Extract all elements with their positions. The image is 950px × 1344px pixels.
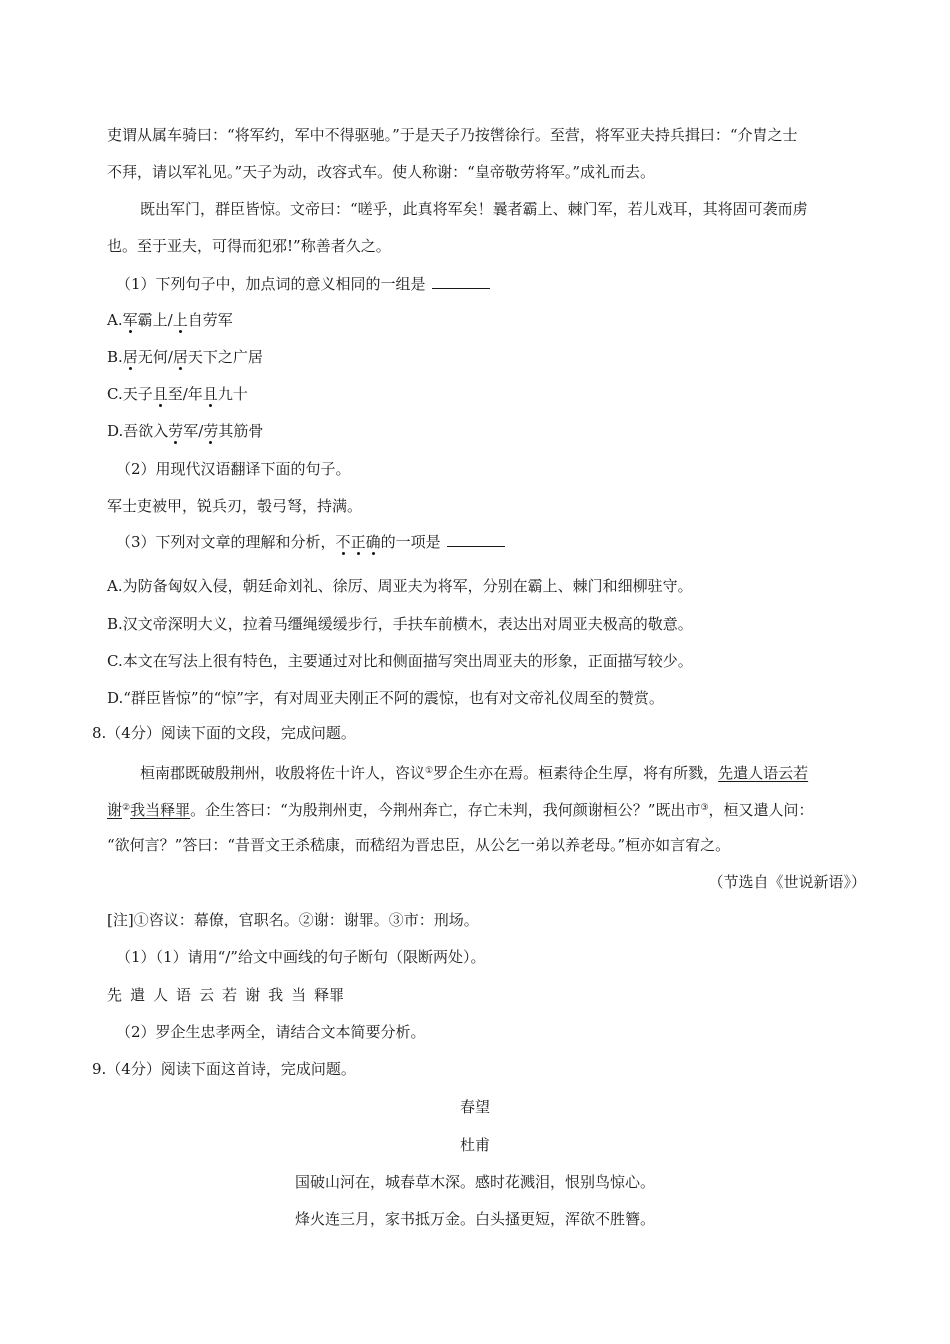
question-stem <box>116 273 866 295</box>
dotted-char: 军 <box>122 311 138 329</box>
note-mark: ② <box>122 803 131 813</box>
poem-title: 春望 <box>459 1098 490 1116</box>
dotted-char: 且 <box>152 385 168 403</box>
option-text: 自劳军 <box>187 311 233 329</box>
option-text: 无何/ <box>137 348 173 366</box>
option-b: B.汉文帝深明大义，拉着马缰绳缓缓步行，手扶车前横木，表达出对周亚夫极高的敬意。 <box>107 615 693 633</box>
option-b <box>107 346 866 368</box>
option-d: D.“群臣皆惊”的“惊”字，有对周亚夫刚正不阿的震惊，也有对文帝礼仪周至的赞赏。 <box>107 689 664 707</box>
option-text: 其筋骨 <box>218 422 264 440</box>
question-stem: （2）用现代汉语翻译下面的句子。 <box>116 460 351 478</box>
seg-char[interactable]: 语 <box>176 986 192 1004</box>
option-d <box>107 420 866 442</box>
passage-text: 。企生答曰：“为殷荆州吏，今荆州奔亡，存亡未判，我何颜谢桓公？”既出市 <box>190 801 701 819</box>
dotted-char: 正 <box>350 533 366 551</box>
dotted-char: 不 <box>335 533 351 551</box>
passage-text: 罗企生亦在焉。桓素待企生厚，将有所戮， <box>433 764 719 782</box>
passage-line: “欲何言？”答曰：“昔晋文王杀嵇康，而嵇绍为晋忠臣，从公乞一弟以养老母。”桓亦如言宥之。 <box>107 836 731 854</box>
seg-char[interactable]: 释罪 <box>314 986 345 1004</box>
option-text: 霸上/ <box>137 311 173 329</box>
source-citation: （节选自《世说新语》） <box>708 873 866 891</box>
option-text: 天下之广居 <box>187 348 263 366</box>
passage-text: ，桓又遣人问： <box>708 801 814 819</box>
option-a: A.为防备匈奴入侵，朝廷命刘礼、徐厉、周亚夫为将军，分别在霸上、棘门和细柳驻守。 <box>107 577 693 595</box>
question-stem: （1）（1）请用“/”给文中画线的句子断句（限断两处）。 <box>116 948 486 966</box>
poem-line: 烽火连三月，家书抵万金。白头搔更短，浑欲不胜簪。 <box>294 1210 655 1228</box>
poem-line: 国破山河在，城春草木深。感时花溅泪，恨别鸟惊心。 <box>294 1173 655 1191</box>
dotted-char: 确 <box>365 533 381 551</box>
dotted-char: 劳 <box>203 422 219 440</box>
option-text: A. <box>107 311 123 329</box>
answer-blank[interactable] <box>447 532 505 547</box>
dotted-char: 劳 <box>168 422 184 440</box>
dotted-char: 且 <box>202 385 218 403</box>
option-text: C.天子 <box>107 385 153 403</box>
option-text: 九十 <box>217 385 248 403</box>
option-text: 至/年 <box>167 385 203 403</box>
option-text: D.吾欲入 <box>107 422 169 440</box>
question-heading: 8.（4分）阅读下面的文段，完成问题。 <box>92 724 356 742</box>
passage-line: 吏谓从属车骑曰：“将军约，军中不得驱驰。”于是天子乃按辔徐行。至营，将军亚夫持兵揖曰：“介胄之士 <box>107 126 798 144</box>
seg-char[interactable]: 谢 <box>245 986 261 1004</box>
dotted-char: 居 <box>122 348 138 366</box>
dotted-char: 居 <box>172 348 188 366</box>
annotation-note: [注]①咨议：幕僚，官职名。②谢：谢罪。③市：刑场。 <box>107 911 479 929</box>
option-c <box>107 383 866 405</box>
seg-char[interactable]: 当 <box>291 986 307 1004</box>
option-text: B. <box>107 348 123 366</box>
underlined-sentence: 我当释罪 <box>130 801 191 819</box>
seg-char[interactable]: 我 <box>268 986 284 1004</box>
passage-line <box>107 797 866 821</box>
passage-text: 桓南郡既破殷荆州，收殷将佐十许人，咨议 <box>140 764 426 782</box>
seg-char[interactable]: 人 <box>153 986 169 1004</box>
translate-sentence: 军士吏被甲，锐兵刃，彀弓弩，持满。 <box>107 497 363 515</box>
note-mark: ③ <box>700 803 709 813</box>
question-text: 的一项是 <box>380 533 441 551</box>
poem-author: 杜甫 <box>459 1136 490 1154</box>
question-stem <box>116 531 866 553</box>
answer-blank[interactable] <box>432 274 490 289</box>
dotted-char: 上 <box>172 311 188 329</box>
seg-char[interactable]: 若 <box>222 986 238 1004</box>
passage-line: 也。至于亚夫，可得而犯邪!”称善者久之。 <box>107 237 391 255</box>
note-mark: ① <box>425 766 434 776</box>
seg-char[interactable]: 先 <box>107 986 123 1004</box>
passage-line: 既出军门，群臣皆惊。文帝曰：“嗟乎，此真将军矣！曩者霸上、棘门军，若儿戏耳，其将固可袭而虏 <box>140 200 808 218</box>
option-a <box>107 309 866 331</box>
option-text: 军/ <box>183 422 204 440</box>
passage-line: 不拜，请以军礼见。”天子为动，改容式车。使人称谢：“皇帝敬劳将军。”成礼而去。 <box>107 163 656 181</box>
seg-char[interactable]: 遣 <box>130 986 146 1004</box>
seg-char[interactable]: 云 <box>199 986 215 1004</box>
question-text: （1）下列句子中，加点词的意义相同的一组是 <box>116 275 426 293</box>
underlined-sentence: 先遣人语云若 <box>718 764 809 782</box>
passage-line <box>140 760 866 784</box>
option-c: C.本文在写法上很有特色，主要通过对比和侧面描写突出周亚夫的形象，正面描写较少。 <box>107 652 693 670</box>
underlined-sentence: 谢 <box>107 801 123 819</box>
question-heading: 9.（4分）阅读下面这首诗，完成问题。 <box>92 1060 356 1078</box>
question-text: （3）下列对文章的理解和分析， <box>116 533 336 551</box>
segmentation-sentence <box>107 984 866 1006</box>
question-stem: （2）罗企生忠孝两全，请结合文本简要分析。 <box>116 1023 426 1041</box>
